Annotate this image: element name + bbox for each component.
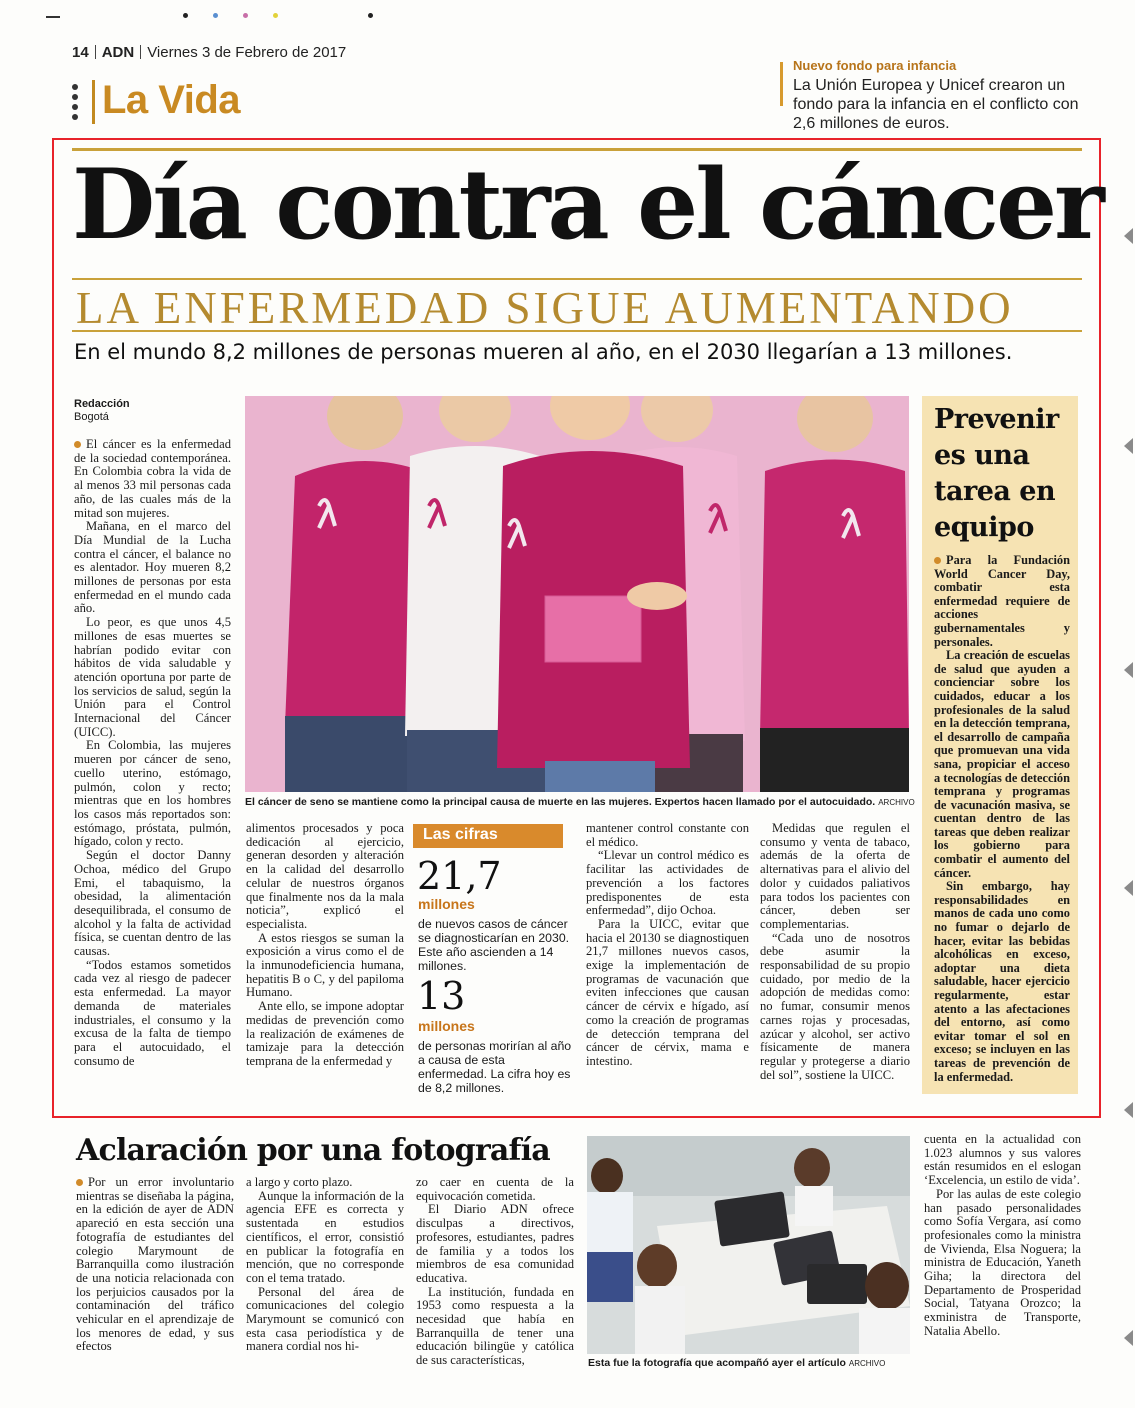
section-bar [92,80,95,124]
paragraph: La creación de escuelas de salud que ayuden a concienciar sobre los cuidados, educar a los profesionales de la salud en la detección temprana, el desarrollo de campaña que promuevan una vida sana, propiciar el acceso a tecnologías de detección temprana y programas de vacunación masiva, se cuentan dentro de las tareas que deben realizar los gobierno para combatir el aumento del cáncer. [934,648,1070,880]
paragraph: Por un error involuntario mientras se diseñaba la página, en la edición de ayer de ADN apareció en esta sección una fotografía de estudiantes del colegio Marymount de Barranquilla como ilustración de una noticia relacionada con los perjuicios causados por la contaminación del tráfico vehicular en el aprendizaje de los menores de edad, y sus efectos [76,1175,234,1354]
sidebar-body [934,554,1070,1084]
stat-description: de personas morirían al año a causa de esta enfermedad. La cifra hoy es de 8,2 millones. [418,1039,572,1095]
margin-mark [1124,880,1133,896]
article-column-5 [760,822,910,1082]
section-dots [72,84,80,124]
scan-dot [273,13,278,18]
brand-logo: ADN [101,44,135,61]
paragraph: Para la UICC, evitar que hacia el 20130 se diagnostiquen 21,7 millones nuevos casos, exige la implementación de programas de vacunación que eviten infecciones que causan cáncer de cérvix e hígado, así como la creación de programas de detección temprana del cáncer de cérvix, mama e intestino. [586,916,749,1068]
women-pink-ribbon-illustration [245,396,909,792]
scan-dot [183,13,188,18]
paragraph: Personal del área de comunicaciones del colegio Marymount se comunicó con esta casa periodística y de manera cordial nos hi- [246,1284,404,1354]
margin-mark [1124,1330,1133,1346]
article-column-2 [246,822,404,1069]
bullet-icon [76,1179,83,1186]
photo-credit: ARCHIVO [878,798,915,807]
paragraph: Ante ello, se impone adoptar medidas de prevención como la realización de exámenes de tamizaje para la detección temprana de la enfermedad y [246,999,404,1068]
sidebar-title: Prevenir es una tarea en equipo [934,404,1059,543]
caption-text: Esta fue la fotografía que acompañó ayer el artículo [588,1357,846,1369]
paragraph: Lo peor, es que unos 4,5 millones de esas muertes se habrían podido evitar con hábitos de vida saludable y atención oportuna por parte de los servicios de salud, según la Unión para el Control Internacional del Cáncer (UICC). [74,615,231,739]
article2-column-2 [246,1176,404,1354]
caption-text: El cáncer de seno se mantiene como la principal causa de muerte en las mujeres. Expertos hacen llamado por el autocuidado. [245,796,876,808]
stat-unit: millones [418,896,475,912]
byline-author: Redacción [74,398,130,410]
paragraph: Sin embargo, hay responsabilidades en manos de cada uno como no fumar o dejarlo de hacer, evitar las bebidas alcohólicas en exceso, adoptar una dieta saludable, hacer ejercicio regularmente, estar atento a las afectaciones del entorno, así como evitar tomar el sol en exceso; se incluyen en las tareas de prevención de la enfermedad. [934,879,1070,1084]
margin-mark [1124,438,1133,454]
paragraph: “Cada uno de nosotros debe asumir la responsabilidad de su propio cuidado, por medio de la adopción de medidas como: no fumar, consumir menos carnes rojas y procesadas, azúcar y alcohol, ser activo físicamente de manera regular y protegerse a diario del sol”, sostiene la UICC. [760,930,910,1082]
paragraph: Por las aulas de este colegio han pasado personalidades como Sofía Vergara, así como profesionales como la ministra de Vivienda, Elsa Noguera; la ministra de Educación, Yaneth Giha; la directora del Departamento de Prosperidad Social, Tatyana Orozco; la exministra de Transporte, Natalia Abello. [924,1186,1081,1338]
paragraph: La institución, fundada en 1953 como respuesta a la necesidad que había en Barranquilla de tener una educación bilingüe y católica de sus características, [416,1284,574,1368]
stat-description: de nuevos casos de cáncer se diagnosticarían en 2030. Este año ascienden a 14 millones. [418,917,570,973]
paragraph: Aunque la información de la agencia EFE es correcta y sustentada en estudios científicos, el error, consistió en publicar la fotografía en mención, que no corresponde con el tema tratado. [246,1188,404,1285]
article2-column-3 [416,1176,574,1368]
scan-mark [46,16,60,18]
scan-dot [213,13,218,18]
sidebar-box [922,396,1078,1094]
article2-title: Aclaración por una fotografía [76,1133,550,1168]
article-column-4 [586,822,749,1069]
classroom-photo [587,1136,910,1354]
article-column-1 [74,438,231,1068]
article-subtitle: LA ENFERMEDAD SIGUE AUMENTANDO [76,283,1014,333]
article-deck: En el mundo 8,2 millones de personas mueren al año, en el 2030 llegarían a 13 millones. [74,340,1013,364]
paragraph: zo caer en cuenta de la equivocación cometida. [416,1175,574,1203]
photo2-caption [588,1357,885,1369]
paragraph: Mañana, en el marco del Día Mundial de la Lucha contra el cáncer, el balance no es alentador. Hoy mueren 8,2 millones de personas por esta enfermedad en el mundo cada año. [74,519,231,616]
paragraph: “Llevar un control médico es facilitar las actividades de prevención a los factores predisponentes de esta enfermedad”, dijo Ochoa. [586,848,749,918]
page-number: 14 [72,44,89,61]
stat-value: 21,7 [417,854,502,898]
byline [74,398,130,424]
article2-column-1 [76,1176,234,1354]
paragraph: “Todos estamos sometidos cada vez al riesgo de padecer esta enfermedad. La mayor demanda de materiales industriales, el consumo y la excusa de la falta de tiempo para el autocuidado, el consumo de [74,957,231,1068]
students-laptops-illustration [587,1136,910,1354]
paragraph: El Diario ADN ofrece disculpas a directivos, profesores, estudiantes, padres de familia y a todos los miembros de esa comunidad educativa. [416,1202,574,1285]
section-title: La Vida [102,78,241,122]
paragraph: Medidas que regulen el consumo y venta de tabaco, además de la oferta de alternativas para el alivio del dolor y cuidados paliativos para todos los pacientes con cáncer, deben ser complementarias. [760,821,910,931]
article2-column-4 [924,1133,1081,1339]
photo-caption [245,796,915,808]
scan-dot [243,13,248,18]
brief-bar [780,62,783,106]
article-title: Día contra el cáncer [72,148,1102,261]
paragraph: A estos riesgos se suman la exposición a virus como el de la inmunodeficiencia humana, hepatitis B o C, y del papiloma Humano. [246,930,404,1000]
stat-unit: millones [418,1018,475,1034]
bullet-icon [74,441,81,448]
photo-credit: ARCHIVO [848,1359,886,1368]
paragraph: En Colombia, las mujeres mueren por cáncer de seno, cuello uterino, estómago, pulmón, colon y recto; mientras que en los hombres los casos más reportados son: estómago, próstata, pulmón, hígado, colon y recto. [74,738,231,849]
paragraph: cuenta en la actualidad con 1.023 alumnos y sus valores están resumidos en el eslogan ‘Excelencia, un estilo de vida’. [924,1132,1081,1188]
margin-mark [1124,228,1133,244]
paragraph: Para la Fundación World Cancer Day, combatir esta enfermedad requiere de acciones gubernamentales y personales. [934,553,1070,649]
page-header [72,44,346,61]
issue-date: Viernes 3 de Febrero de 2017 [147,44,347,61]
gold-rule [72,278,1082,280]
paragraph: alimentos procesados y poca dedicación al ejercicio, generan desorden y alteración en la calidad del desarrollo celular de nuestros órganos que finalmente nos da la mala noticia”, explicó el especialista. [246,821,404,931]
bullet-icon [934,557,941,564]
paragraph: mantener control constante con el médico. [586,821,749,849]
margin-mark [1124,662,1133,678]
scan-dot [368,13,373,18]
stats-heading: Las cifras [413,824,563,848]
stat-value: 13 [417,974,466,1018]
brief-text: La Unión Europea y Unicef crearon un fondo para la infancia en el conflicto con 2,6 millones de euros. [793,77,1079,132]
margin-mark [1124,1102,1133,1118]
paragraph: El cáncer es la enfermedad de la sociedad contemporánea. En Colombia cobra la vida de al menos 33 mil personas cada año, de las cuales más de la mitad son mujeres. [74,437,231,520]
byline-city: Bogotá [74,411,109,423]
paragraph: a largo y corto plazo. [246,1175,353,1189]
brief-title: Nuevo fondo para infancia [793,58,957,73]
paragraph: Según el doctor Danny Ochoa, médico del Grupo Emi, el tabaquismo, la obesidad, la alimentación desequilibrada, el consumo de alcohol y la falta de actividad física, se cuentan dentro de las causas. [74,848,231,959]
main-photo [245,396,909,792]
